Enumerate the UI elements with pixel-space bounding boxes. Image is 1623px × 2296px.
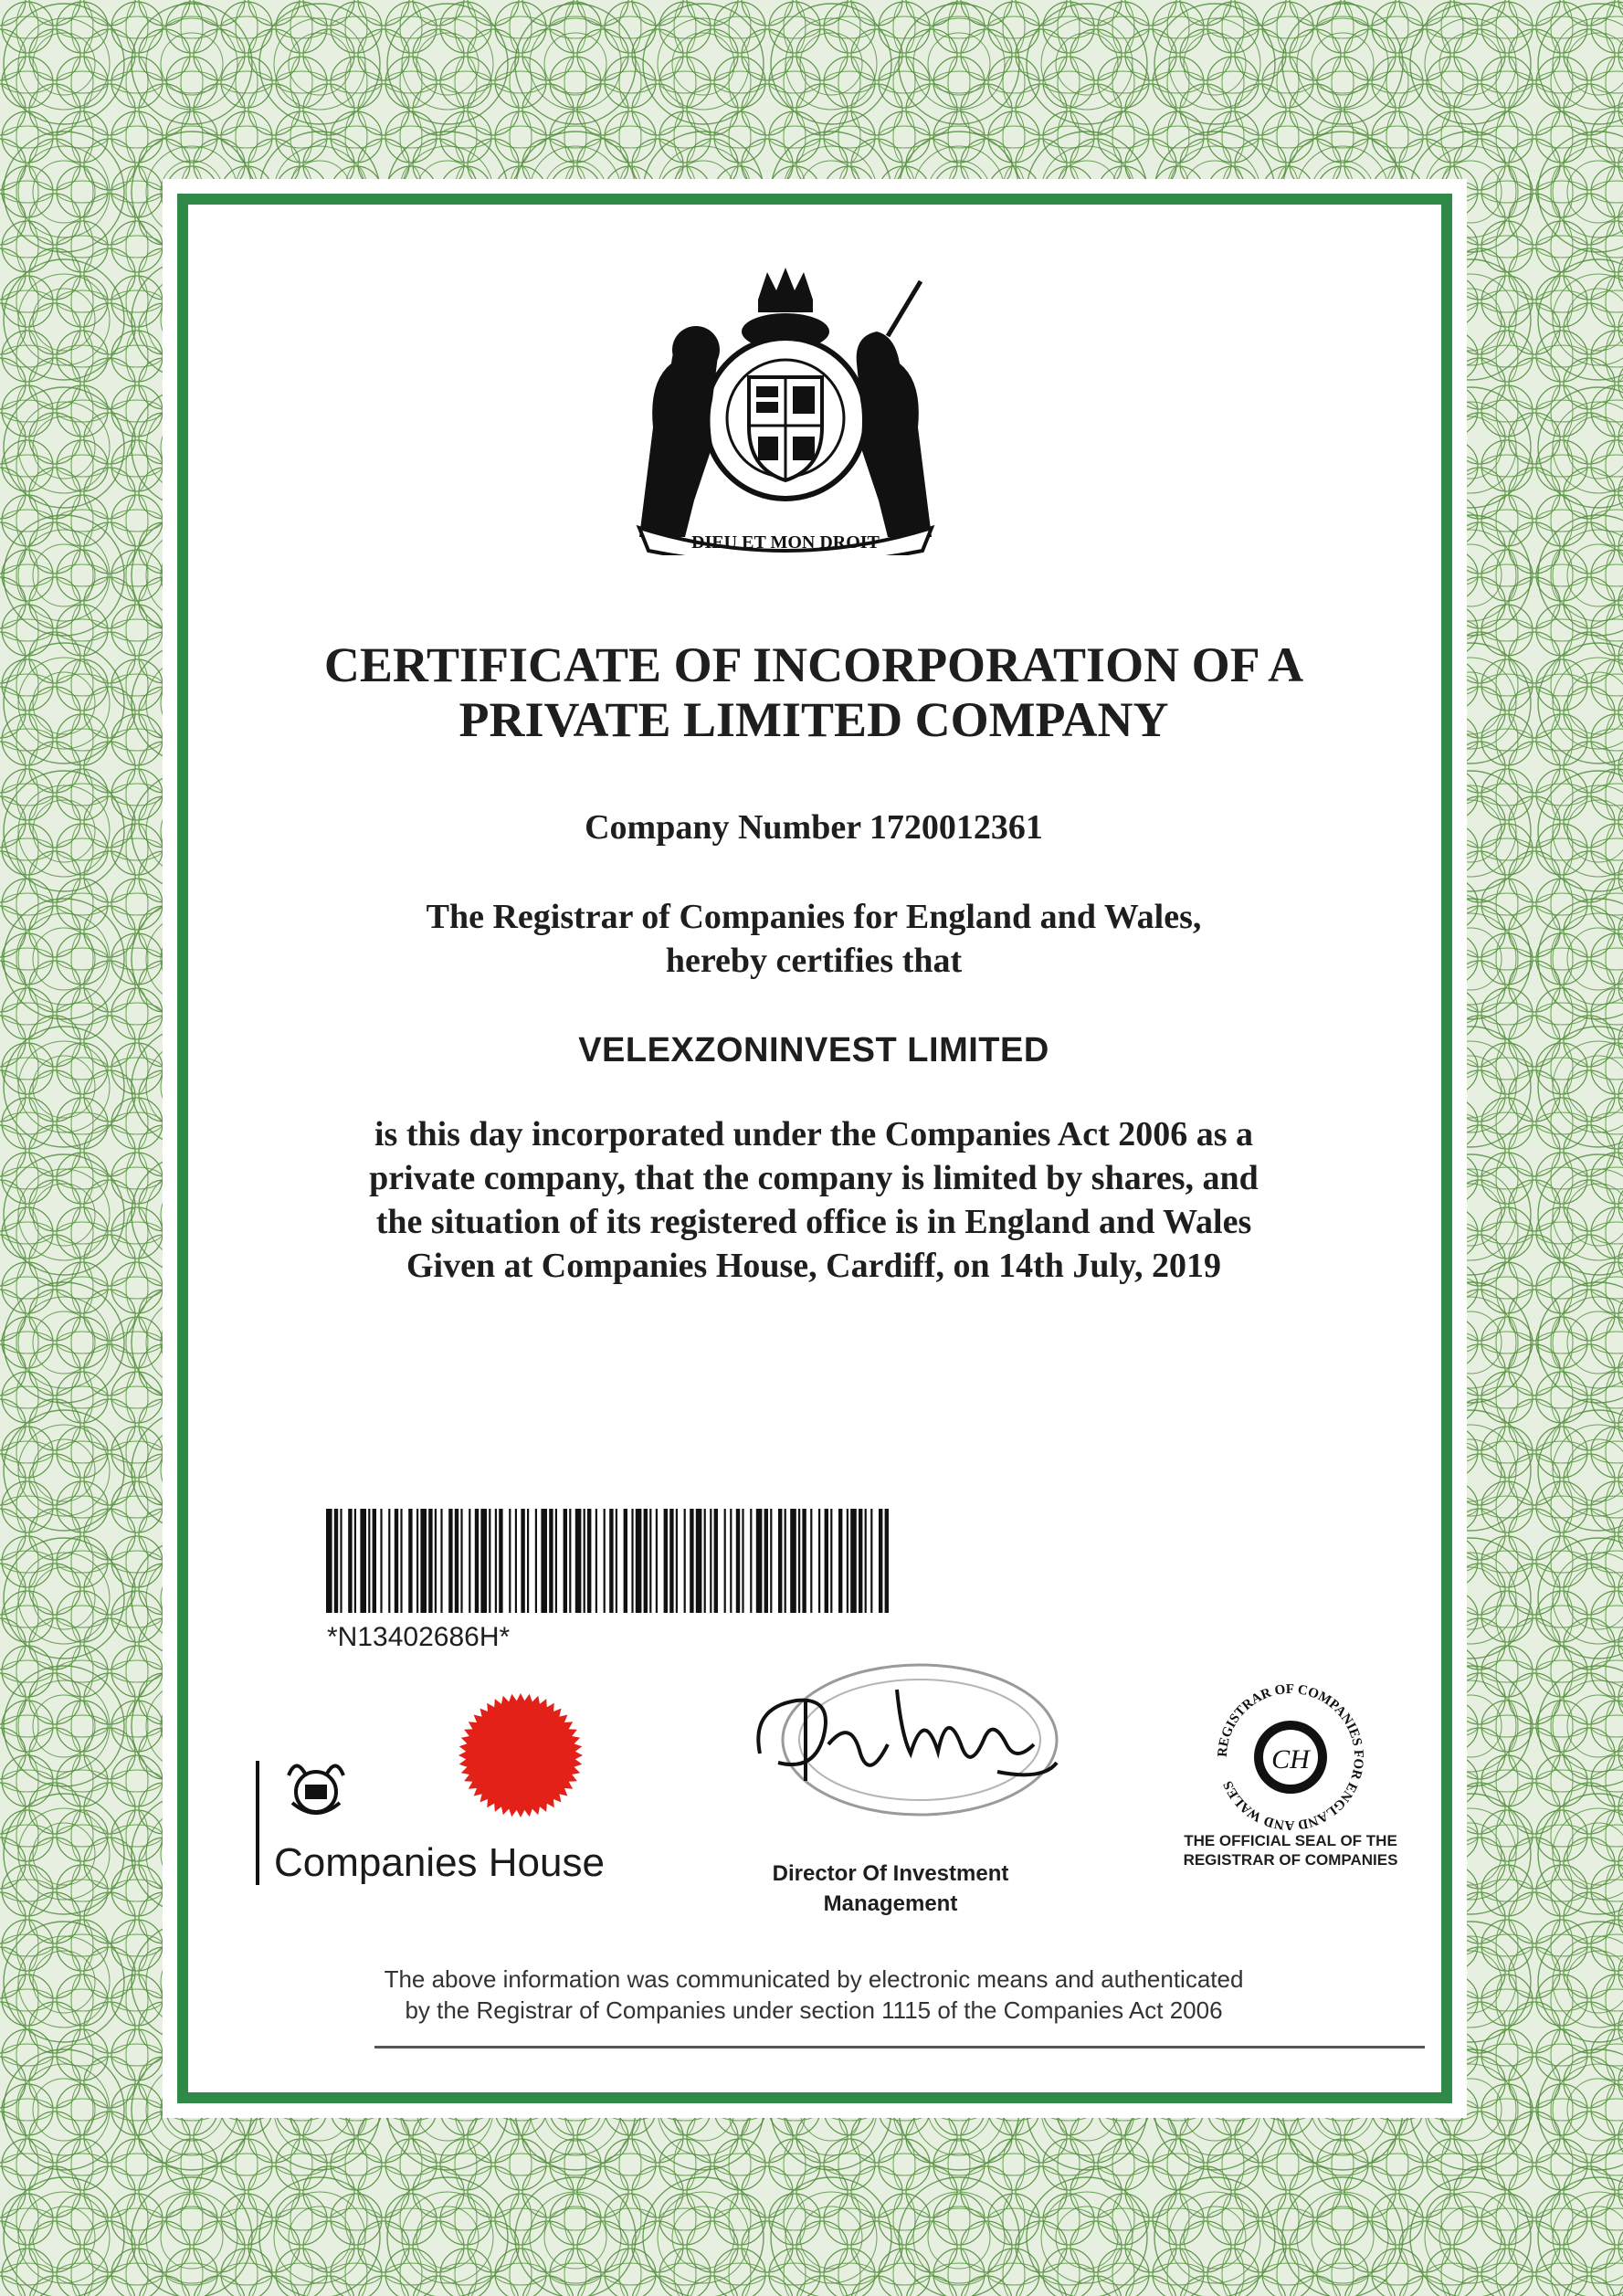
barcode-bar [408, 1509, 412, 1613]
barcode-bar [469, 1509, 470, 1613]
barcode-bar [742, 1509, 743, 1613]
barcode-bar [428, 1509, 432, 1613]
barcode-bar [334, 1509, 338, 1613]
red-seal-shape [458, 1693, 583, 1817]
barcode-bar [564, 1509, 567, 1613]
barcode-bar [440, 1509, 442, 1613]
barcode-bar [684, 1509, 686, 1613]
title-line-1: CERTIFICATE OF INCORPORATION OF A [323, 637, 1304, 692]
body-line-3: the situation of its registered office is in England and Wales [375, 1203, 1252, 1241]
incorporation-statement [237, 1112, 1390, 1288]
barcode-bar [636, 1509, 642, 1613]
barcode-bar [527, 1509, 529, 1613]
registrar-statement [237, 895, 1390, 983]
barcode-bar [730, 1509, 732, 1613]
barcode-bar [624, 1509, 627, 1613]
barcode-bar [838, 1509, 842, 1613]
barcode-bar [798, 1509, 800, 1613]
barcode-bar [584, 1509, 585, 1613]
barcode-bar [555, 1509, 557, 1613]
barcode-bar [778, 1509, 782, 1613]
barcode-icon [324, 1509, 891, 1613]
company-name: VELEXZONINVEST LIMITED [578, 1031, 1049, 1069]
barcode-bar [575, 1509, 582, 1613]
barcode-bar [750, 1509, 752, 1613]
registrar-line-2: hereby certifies that [665, 942, 963, 980]
barcode-bar [710, 1509, 711, 1613]
barcode-bar [480, 1509, 487, 1613]
footer-divider [374, 2046, 1425, 2048]
barcode-bar [870, 1509, 872, 1613]
barcode-bar [770, 1509, 772, 1613]
barcode-bar [825, 1509, 828, 1613]
barcode-bar [724, 1509, 726, 1613]
royal-coat-of-arms-icon [621, 263, 950, 555]
barcode-bar [535, 1509, 537, 1613]
body-line-4: Given at Companies House, Cardiff, on 14th July, 2019 [406, 1247, 1222, 1285]
barcode-bar [696, 1509, 702, 1613]
barcode-bar [847, 1509, 848, 1613]
seal-caption-line-1: THE OFFICIAL SEAL OF THE [1184, 1832, 1397, 1849]
barcode-bar [690, 1509, 693, 1613]
barcode-bar [515, 1509, 517, 1613]
barcode-bar [656, 1509, 658, 1613]
barcode-bar [435, 1509, 437, 1613]
barcode-bar [348, 1509, 352, 1613]
barcode-bar [489, 1509, 490, 1613]
barcode-bar [388, 1509, 390, 1613]
barcode-bar [810, 1509, 812, 1613]
barcode-bar [664, 1509, 668, 1613]
barcode-bar [704, 1509, 706, 1613]
barcode-bar [326, 1509, 332, 1613]
barcode-bar [865, 1509, 867, 1613]
barcode-bar [764, 1509, 768, 1613]
barcode-bar [879, 1509, 882, 1613]
authentication-footer [237, 1964, 1390, 2026]
barcode-bar [676, 1509, 678, 1613]
barcode-bar [818, 1509, 820, 1613]
barcode-bar [380, 1509, 382, 1613]
barcode-bar [395, 1509, 398, 1613]
barcode-bar [400, 1509, 402, 1613]
title-line-2: PRIVATE LIMITED COMPANY [458, 692, 1169, 747]
certificate-title [237, 637, 1390, 747]
company-number: Company Number 1720012361 [585, 808, 1043, 847]
barcode-bar [569, 1509, 571, 1613]
barcode-bar [595, 1509, 597, 1613]
barcode-bar [455, 1509, 458, 1613]
barcode-bar [416, 1509, 418, 1613]
footer-line-2: by the Registrar of Companies under section 1115 of the Companies Act 2006 [405, 1996, 1223, 2024]
companies-house-label: Companies House [274, 1840, 605, 1885]
seal-ring-text: REGISTRAR OF COMPANIES FOR ENGLAND AND WALES [1215, 1681, 1366, 1833]
director-title-line-1: Director Of Investment [772, 1861, 1009, 1886]
barcode-bar [644, 1509, 648, 1613]
barcode-bar [756, 1509, 763, 1613]
registrar-line-1: The Registrar of Companies for England and Wales, [426, 898, 1202, 936]
barcode-text: *N13402686H* [327, 1622, 511, 1652]
barcode-bar [785, 1509, 786, 1613]
body-line-1: is this day incorporated under the Companies Act 2006 as a [374, 1115, 1254, 1153]
footer-line-1: The above information was communicated by electronic means and authenticated [384, 1965, 1244, 1993]
registrar-official-seal-icon [1204, 1679, 1377, 1836]
barcode-bar [802, 1509, 806, 1613]
barcode-bar [859, 1509, 862, 1613]
barcode-bar [420, 1509, 427, 1613]
director-title [731, 1859, 1050, 1919]
barcode-bar [360, 1509, 366, 1613]
body-line-2: private company, that the company is limited by shares, and [369, 1159, 1259, 1197]
director-signature-icon [742, 1653, 1070, 1836]
barcode-bar [885, 1509, 889, 1613]
barcode-bar [541, 1509, 547, 1613]
official-seal-caption [1167, 1831, 1414, 1869]
barcode-bar [499, 1509, 502, 1613]
barcode-bar [830, 1509, 832, 1613]
barcode-bar [460, 1509, 462, 1613]
barcode-bar [521, 1509, 524, 1613]
barcode-bar [714, 1509, 718, 1613]
barcode-bar [373, 1509, 376, 1613]
barcode-bar [587, 1509, 591, 1613]
barcode-bar [368, 1509, 370, 1613]
barcode-bar [736, 1509, 740, 1613]
barcode-bar [475, 1509, 479, 1613]
barcode-bar [669, 1509, 673, 1613]
barcode-bar [649, 1509, 651, 1613]
seal-monogram: CH [1271, 1744, 1310, 1775]
barcode-bar [340, 1509, 342, 1613]
barcode-bar [495, 1509, 497, 1613]
barcode-bar [609, 1509, 613, 1613]
barcode-bar [604, 1509, 606, 1613]
barcode-bar [790, 1509, 796, 1613]
red-wax-seal-icon [457, 1691, 585, 1819]
director-title-line-2: Management [823, 1891, 958, 1916]
barcode-bar [631, 1509, 633, 1613]
barcode-bar [850, 1509, 857, 1613]
barcode-bar [616, 1509, 617, 1613]
motto-text: DIEU ET MON DROIT [691, 532, 880, 553]
barcode-bar [448, 1509, 452, 1613]
seal-caption-line-2: REGISTRAR OF COMPANIES [1183, 1851, 1398, 1869]
barcode-bar [549, 1509, 553, 1613]
barcode-bar [354, 1509, 356, 1613]
barcode-bar [509, 1509, 511, 1613]
